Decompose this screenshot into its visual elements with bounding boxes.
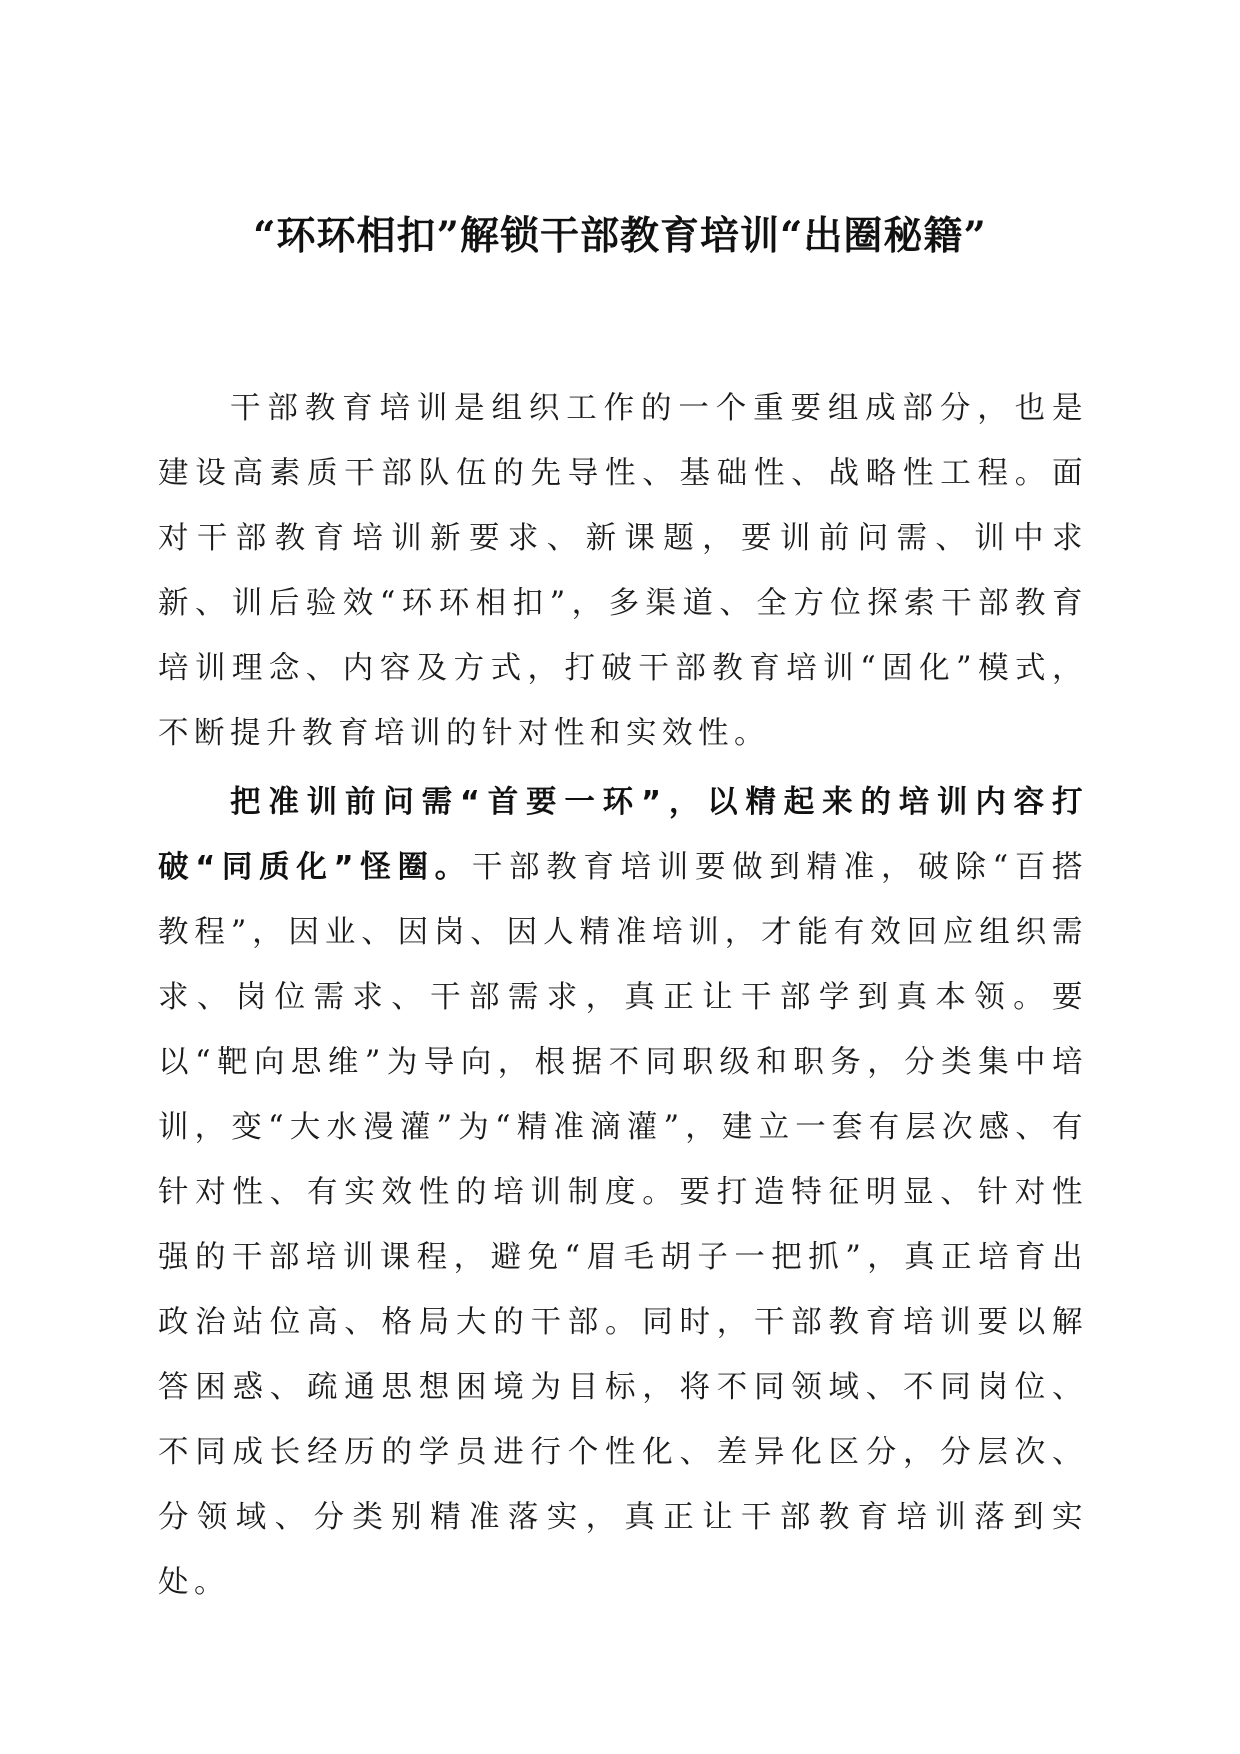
paragraph-lead-heading: 把准训前问需“首要一环”，以精起来的培训内容打破“同质化”怪圈。: [158, 785, 1088, 885]
document-title: “环环相扣”解锁干部教育培训“出圈秘籍”: [253, 213, 987, 259]
paragraph-intro: 干部教育培训是组织工作的一个重要组成部分，也是建设高素质干部队伍的先导性、基础性、战略性工程。面对干部教育培训新要求、新课题，要训前问需、训中求新、训后验效“环环相扣”，多渠道、全方位探索干部教育培训理念、内容及方式，打破干部教育培训“固化”模式，不断提升教育培训的针对性和实效性。: [158, 391, 1088, 751]
paragraph-section-1-body: 干部教育培训要做到精准，破除“百搭教程”，因业、因岗、因人精准培训，才能有效回应组织需求、岗位需求、干部需求，真正让干部学到真本领。要以“靶向思维”为导向，根据不同职级和职务，分类集中培训，变“大水漫灌”为“精准滴灌”，建立一套有层次感、有针对性、有实效性的培训制度。要打造特征明显、针对性强的干部培训课程，避免“眉毛胡子一把抓”，真正培育出政治站位高、格局大的干部。同时，干部教育培训要以解答困惑、疏通思想困境为目标，将不同领域、不同岗位、不同成长经历的学员进行个性化、差异化区分，分层次、分领域、分类别精准落实，真正让干部教育培训落到实处。: [158, 850, 1088, 1600]
paragraph-section-1: [158, 770, 1088, 1615]
